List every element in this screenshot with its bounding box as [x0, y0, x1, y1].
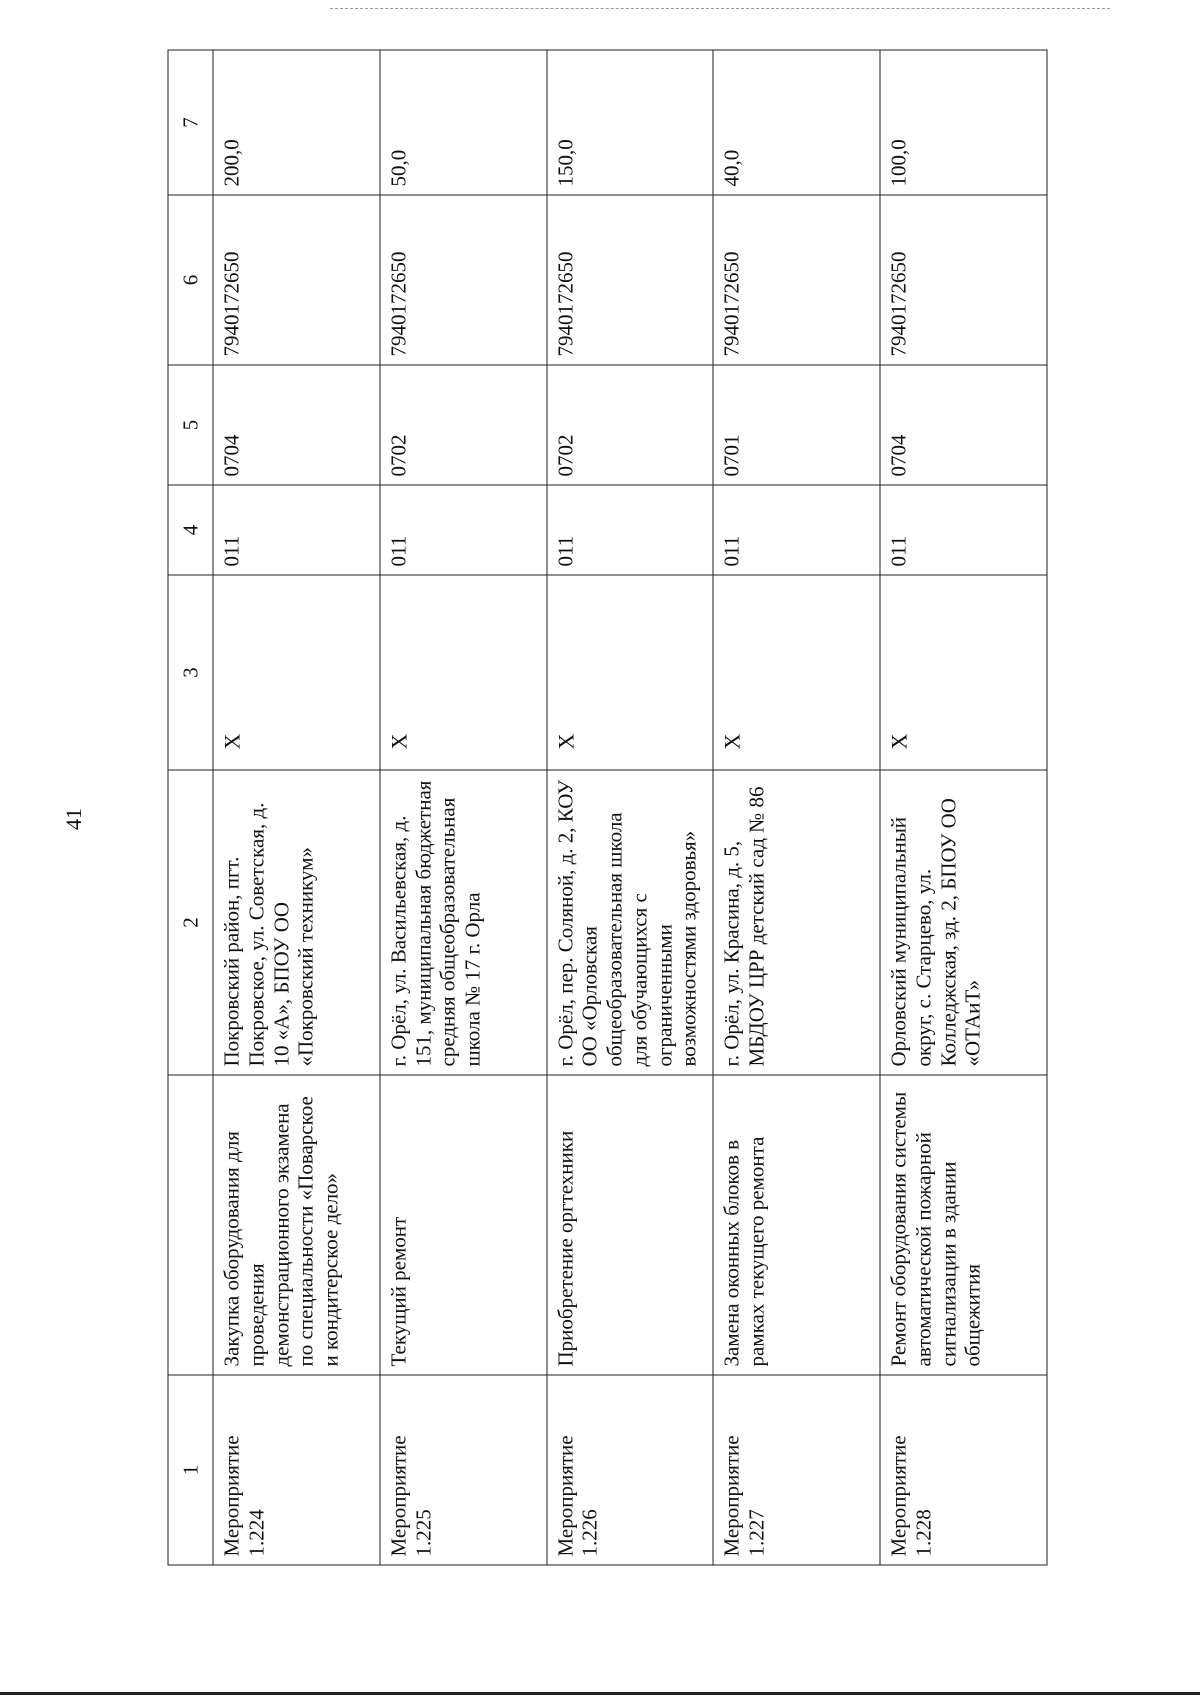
row-address: г. Орёл, ул. Васильевская, д. 151, муниципальная бюджетная средняя общеобразовательная школа № 17 г. Орла [379, 770, 546, 1075]
row-col-4: 011 [213, 485, 380, 575]
row-col-7: 150,0 [546, 50, 713, 195]
header-col-4: 4 [168, 485, 213, 575]
table-row [713, 50, 880, 1565]
row-address: Покровский район, пгт. Покровское, ул. Советская, д. 10 «А», БПОУ ОО «Покровский техникум» [213, 770, 380, 1075]
row-col-4: 011 [713, 485, 880, 575]
row-col-4: 011 [880, 485, 1047, 575]
row-col-7: 100,0 [880, 50, 1047, 195]
rotated-table [167, 50, 1047, 1565]
table-row [379, 50, 546, 1565]
header-col-3: 3 [168, 575, 213, 770]
row-col-5: 0704 [213, 365, 380, 485]
row-id: Мероприятие 1.225 [379, 1375, 546, 1565]
row-col-6: 7940172650 [546, 195, 713, 365]
row-col-3: Х [880, 575, 1047, 770]
row-name: Замена оконных блоков в рамках текущего ремонта [713, 1075, 880, 1375]
row-name: Приобретение оргтехники [546, 1075, 713, 1375]
row-col-6: 7940172650 [713, 195, 880, 365]
table-row [546, 50, 713, 1565]
row-col-7: 40,0 [713, 50, 880, 195]
row-id: Мероприятие 1.226 [546, 1375, 713, 1565]
row-id: Мероприятие 1.227 [713, 1375, 880, 1565]
row-col-3: Х [379, 575, 546, 770]
table-row [880, 50, 1047, 1565]
header-col-1b [168, 1075, 213, 1375]
row-col-7: 50,0 [379, 50, 546, 195]
header-col-6: 6 [168, 195, 213, 365]
row-col-5: 0702 [546, 365, 713, 485]
row-id: Мероприятие 1.224 [213, 1375, 380, 1565]
row-col-3: Х [713, 575, 880, 770]
row-address: Орловский муниципальный округ, с. Старцево, ул. Колледжская, зд. 2, БПОУ ОО «ОТАиТ» [880, 770, 1047, 1075]
row-col-4: 011 [546, 485, 713, 575]
header-col-1: 1 [168, 1375, 213, 1565]
row-col-6: 7940172650 [880, 195, 1047, 365]
row-col-6: 7940172650 [379, 195, 546, 365]
row-name: Закупка оборудования для проведения демонстрационного экзамена по специальности «Поварское и кондитерское дело» [213, 1075, 380, 1375]
header-col-7: 7 [168, 50, 213, 195]
row-address: г. Орёл, пер. Соляной, д. 2, КОУ ОО «Орловская общеобразовательная школа для обучающихся с ограниченными возможностями здоровья» [546, 770, 713, 1075]
row-col-5: 0702 [379, 365, 546, 485]
row-col-4: 011 [379, 485, 546, 575]
row-address: г. Орёл, ул. Красина, д. 5, МБДОУ ЦРР детский сад № 86 [713, 770, 880, 1075]
scan-artifact-top [330, 8, 1110, 9]
row-col-3: Х [546, 575, 713, 770]
row-col-6: 7940172650 [213, 195, 380, 365]
activities-table [167, 49, 1047, 1565]
row-name: Текущий ремонт [379, 1075, 546, 1375]
header-col-5: 5 [168, 365, 213, 485]
header-col-2: 2 [168, 770, 213, 1075]
scan-artifact-bottom [0, 1692, 1200, 1695]
row-col-5: 0704 [880, 365, 1047, 485]
row-col-5: 0701 [713, 365, 880, 485]
table-container [167, 50, 1047, 1565]
row-name: Ремонт оборудования системы автоматической пожарной сигнализации в здании общежития [880, 1075, 1047, 1375]
page-number: 41 [61, 808, 86, 830]
row-col-3: Х [213, 575, 380, 770]
header-row [168, 50, 213, 1565]
row-id: Мероприятие 1.228 [880, 1375, 1047, 1565]
row-col-7: 200,0 [213, 50, 380, 195]
table-row [213, 50, 380, 1565]
